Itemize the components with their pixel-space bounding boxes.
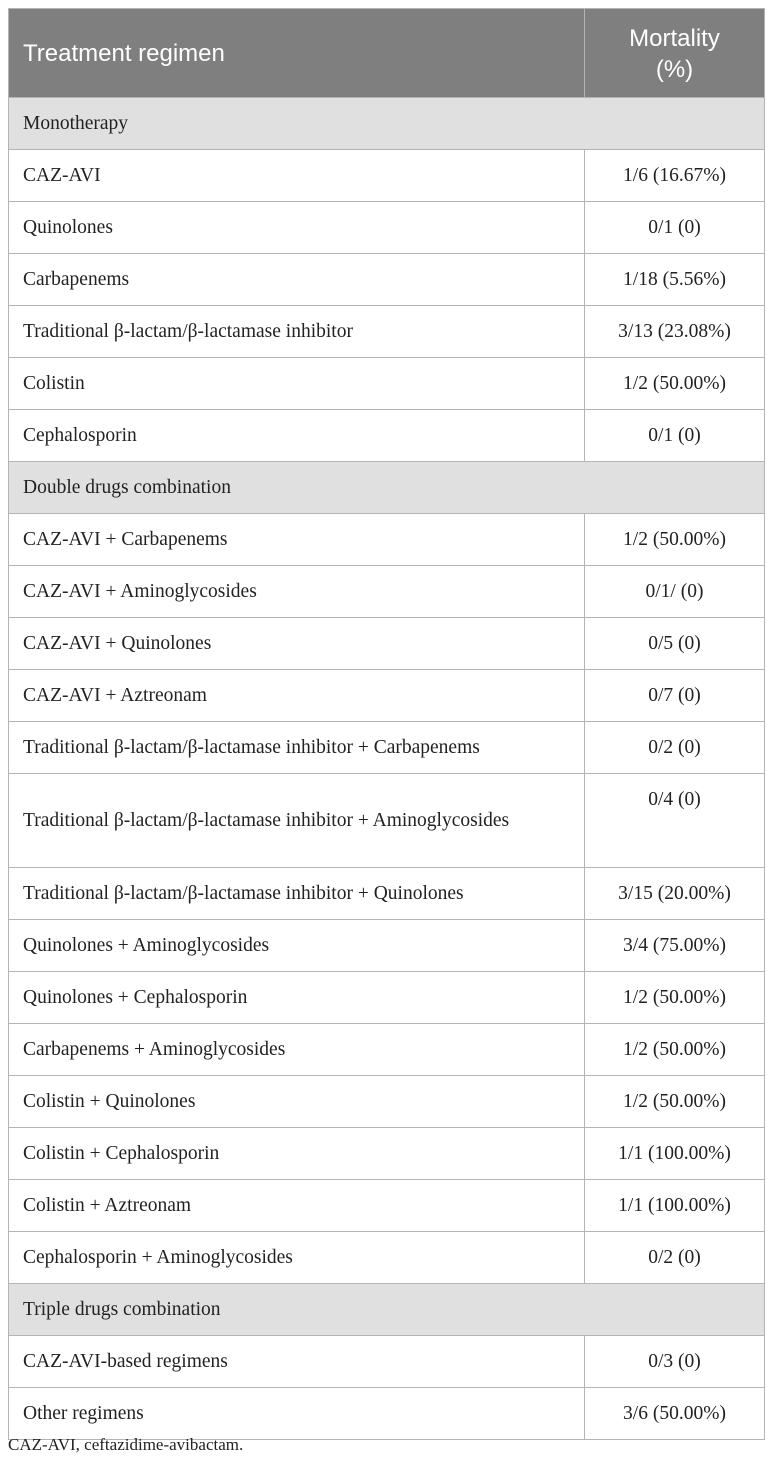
regimen-cell: Carbapenems [9,254,585,306]
mortality-cell: 3/6 (50.00%) [585,1388,765,1440]
mortality-cell: 0/4 (0) [585,774,765,868]
table-footnote: CAZ-AVI, ceftazidime-avibactam. [8,1435,244,1454]
mortality-cell: 1/1 (100.00%) [585,1128,765,1180]
mortality-cell: 0/3 (0) [585,1336,765,1388]
table-row [9,1024,765,1076]
table-row [9,972,765,1024]
table-row [9,1180,765,1232]
mortality-cell: 0/1 (0) [585,202,765,254]
table-row [9,514,765,566]
regimen-cell: Quinolones + Aminoglycosides [9,920,585,972]
section-row-triple-drugs [9,1284,765,1336]
regimen-cell: Quinolones [9,202,585,254]
table-header-row [9,9,765,98]
mortality-cell: 1/2 (50.00%) [585,514,765,566]
mortality-cell: 0/1 (0) [585,410,765,462]
regimen-cell: CAZ-AVI-based regimens [9,1336,585,1388]
mortality-cell: 3/15 (20.00%) [585,868,765,920]
mortality-cell: 3/13 (23.08%) [585,306,765,358]
section-title: Monotherapy [9,98,765,150]
mortality-cell: 0/7 (0) [585,670,765,722]
header-treatment-regimen: Treatment regimen [9,9,585,98]
regimen-cell: Colistin + Quinolones [9,1076,585,1128]
header-mortality-line1: Mortality [629,25,720,52]
mortality-cell: 1/18 (5.56%) [585,254,765,306]
table-row [9,1232,765,1284]
table-row [9,1388,765,1440]
mortality-cell: 3/4 (75.00%) [585,920,765,972]
regimen-cell: Quinolones + Cephalosporin [9,972,585,1024]
mortality-cell: 0/2 (0) [585,1232,765,1284]
regimen-cell: Carbapenems + Aminoglycosides [9,1024,585,1076]
mortality-cell: 1/2 (50.00%) [585,1076,765,1128]
mortality-cell: 1/1 (100.00%) [585,1180,765,1232]
table-row [9,774,765,868]
mortality-cell: 0/2 (0) [585,722,765,774]
header-mortality [585,9,765,98]
section-row-double-drugs [9,462,765,514]
section-title: Double drugs combination [9,462,765,514]
regimen-cell: CAZ-AVI + Aztreonam [9,670,585,722]
regimen-cell: CAZ-AVI + Carbapenems [9,514,585,566]
mortality-cell: 1/2 (50.00%) [585,358,765,410]
table-row [9,410,765,462]
table-row [9,566,765,618]
table-row [9,358,765,410]
regimen-cell: Cephalosporin [9,410,585,462]
regimen-cell: Colistin + Aztreonam [9,1180,585,1232]
section-title: Triple drugs combination [9,1284,765,1336]
regimen-cell: CAZ-AVI [9,150,585,202]
regimen-cell: CAZ-AVI + Quinolones [9,618,585,670]
table-row [9,1128,765,1180]
regimen-cell: Traditional β-lactam/β-lactamase inhibitor + Aminoglycosides [9,774,585,868]
regimen-cell: Traditional β-lactam/β-lactamase inhibitor + Carbapenems [9,722,585,774]
mortality-table [8,8,765,1440]
mortality-table-container [8,8,764,1440]
table-row [9,202,765,254]
table-row [9,1076,765,1128]
regimen-cell: CAZ-AVI + Aminoglycosides [9,566,585,618]
regimen-cell: Traditional β-lactam/β-lactamase inhibitor + Quinolones [9,868,585,920]
table-row [9,150,765,202]
section-row-monotherapy [9,98,765,150]
table-row [9,868,765,920]
regimen-cell: Other regimens [9,1388,585,1440]
header-mortality-line2: (%) [655,56,694,83]
table-row [9,722,765,774]
table-row [9,254,765,306]
mortality-cell: 1/2 (50.00%) [585,1024,765,1076]
mortality-cell: 0/5 (0) [585,618,765,670]
table-row [9,618,765,670]
table-row [9,306,765,358]
mortality-cell: 0/1/ (0) [585,566,765,618]
mortality-cell: 1/6 (16.67%) [585,150,765,202]
regimen-cell: Traditional β-lactam/β-lactamase inhibitor [9,306,585,358]
table-row [9,920,765,972]
regimen-cell: Colistin [9,358,585,410]
mortality-cell: 1/2 (50.00%) [585,972,765,1024]
regimen-cell: Colistin + Cephalosporin [9,1128,585,1180]
regimen-cell: Cephalosporin + Aminoglycosides [9,1232,585,1284]
table-row [9,670,765,722]
table-row [9,1336,765,1388]
